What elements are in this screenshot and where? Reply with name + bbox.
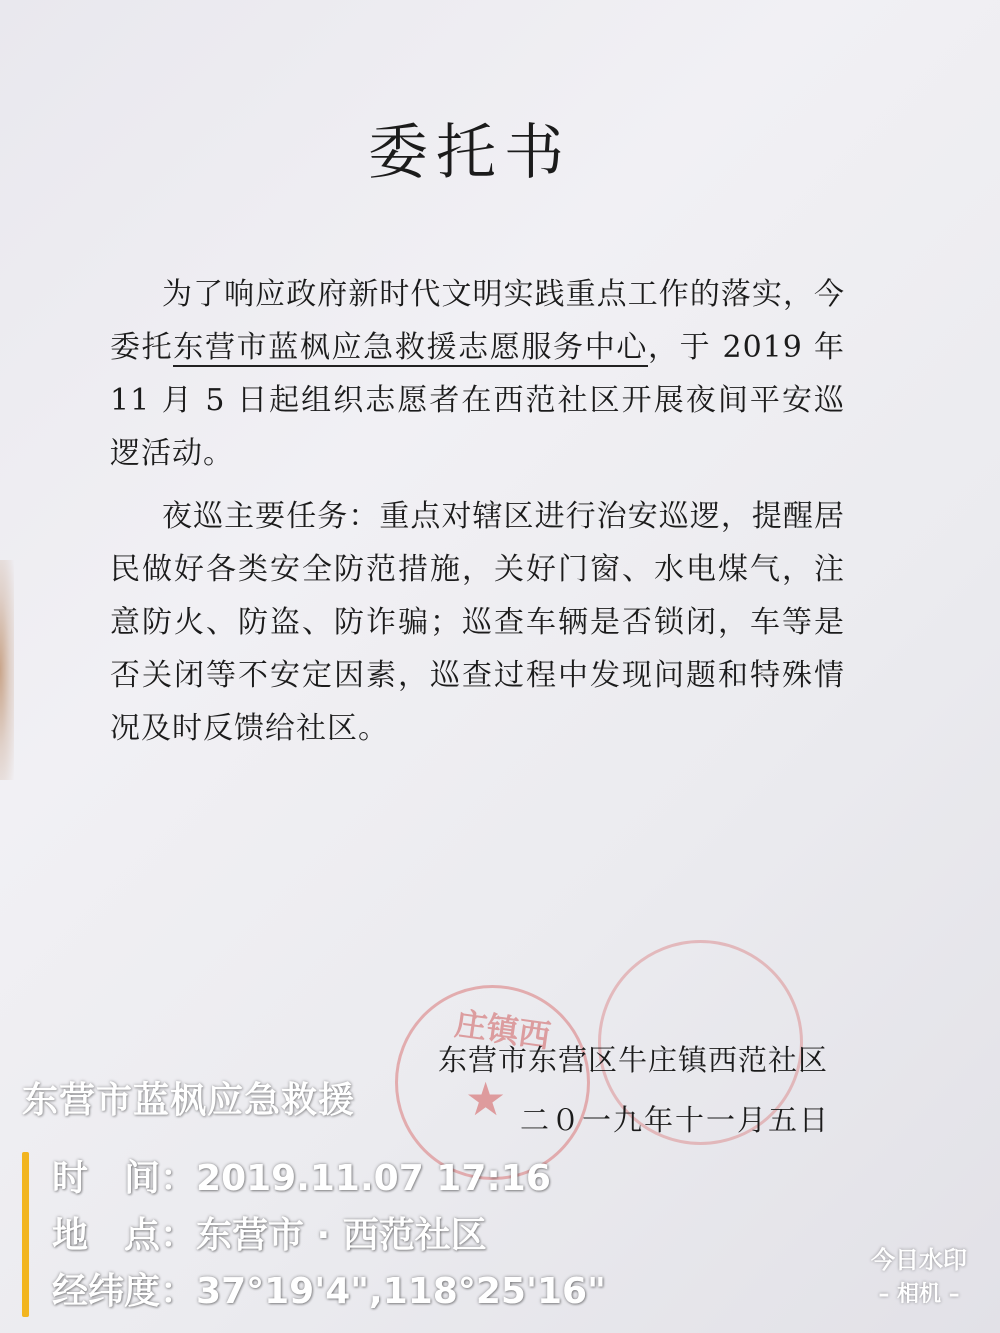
body-paragraph-1 bbox=[110, 268, 845, 480]
watermark-location-value: 东营市 · 西范社区 bbox=[196, 1215, 487, 1256]
watermark-location-row bbox=[52, 1207, 487, 1258]
watermark-coords-value: 37°19'4",118°25'16" bbox=[196, 1271, 606, 1312]
watermark-time-label: 时 间： bbox=[52, 1158, 197, 1199]
issue-date: 二０一九年十一月五日 bbox=[520, 1103, 831, 1137]
watermark-coords-label: 经纬度： bbox=[52, 1271, 197, 1312]
brand-subtitle: – 相机 – bbox=[878, 1282, 960, 1307]
issuer-name: 东营市东营区牛庄镇西范社区 bbox=[438, 1043, 829, 1077]
watermark-accent-bar bbox=[22, 1152, 29, 1317]
seal-star-icon: ★ bbox=[465, 1072, 507, 1126]
brand-name: 今日水印 bbox=[871, 1246, 967, 1274]
seal-text: 庄镇西 bbox=[452, 1004, 553, 1056]
finger-shadow bbox=[0, 560, 14, 780]
entrusted-organization: 东营市蓝枫应急救援志愿服务中心 bbox=[173, 330, 648, 365]
paragraph-1-end: ，于 2019 年 11 月 5 日起组织志愿者在西范社区开展夜间平安巡逻活动。 bbox=[110, 330, 846, 471]
watermark-title: 东营市蓝枫应急救援 bbox=[22, 1080, 356, 1121]
watermark-time-row bbox=[52, 1150, 551, 1201]
watermark-time-value: 2019.11.07 17:16 bbox=[196, 1158, 551, 1199]
watermark-coords-row bbox=[52, 1263, 606, 1314]
camera-brand-logo bbox=[860, 1240, 978, 1308]
paragraph-1-start: 为了响应政府新时代文明实践重点工作的落实，今委托 bbox=[110, 277, 845, 365]
body-paragraph-2 bbox=[110, 490, 845, 755]
document-title: 委托书 bbox=[368, 118, 572, 188]
watermark-location-label: 地 点： bbox=[52, 1215, 197, 1256]
paragraph-2-text: 夜巡主要任务：重点对辖区进行治安巡逻，提醒居民做好各类安全防范措施，关好门窗、水电煤气，注意防火、防盗、防诈骗；巡查车辆是否锁闭，车等是否关闭等不安定因素，巡查过程中发现问题和特殊情况及时反馈给社区。 bbox=[110, 499, 845, 746]
